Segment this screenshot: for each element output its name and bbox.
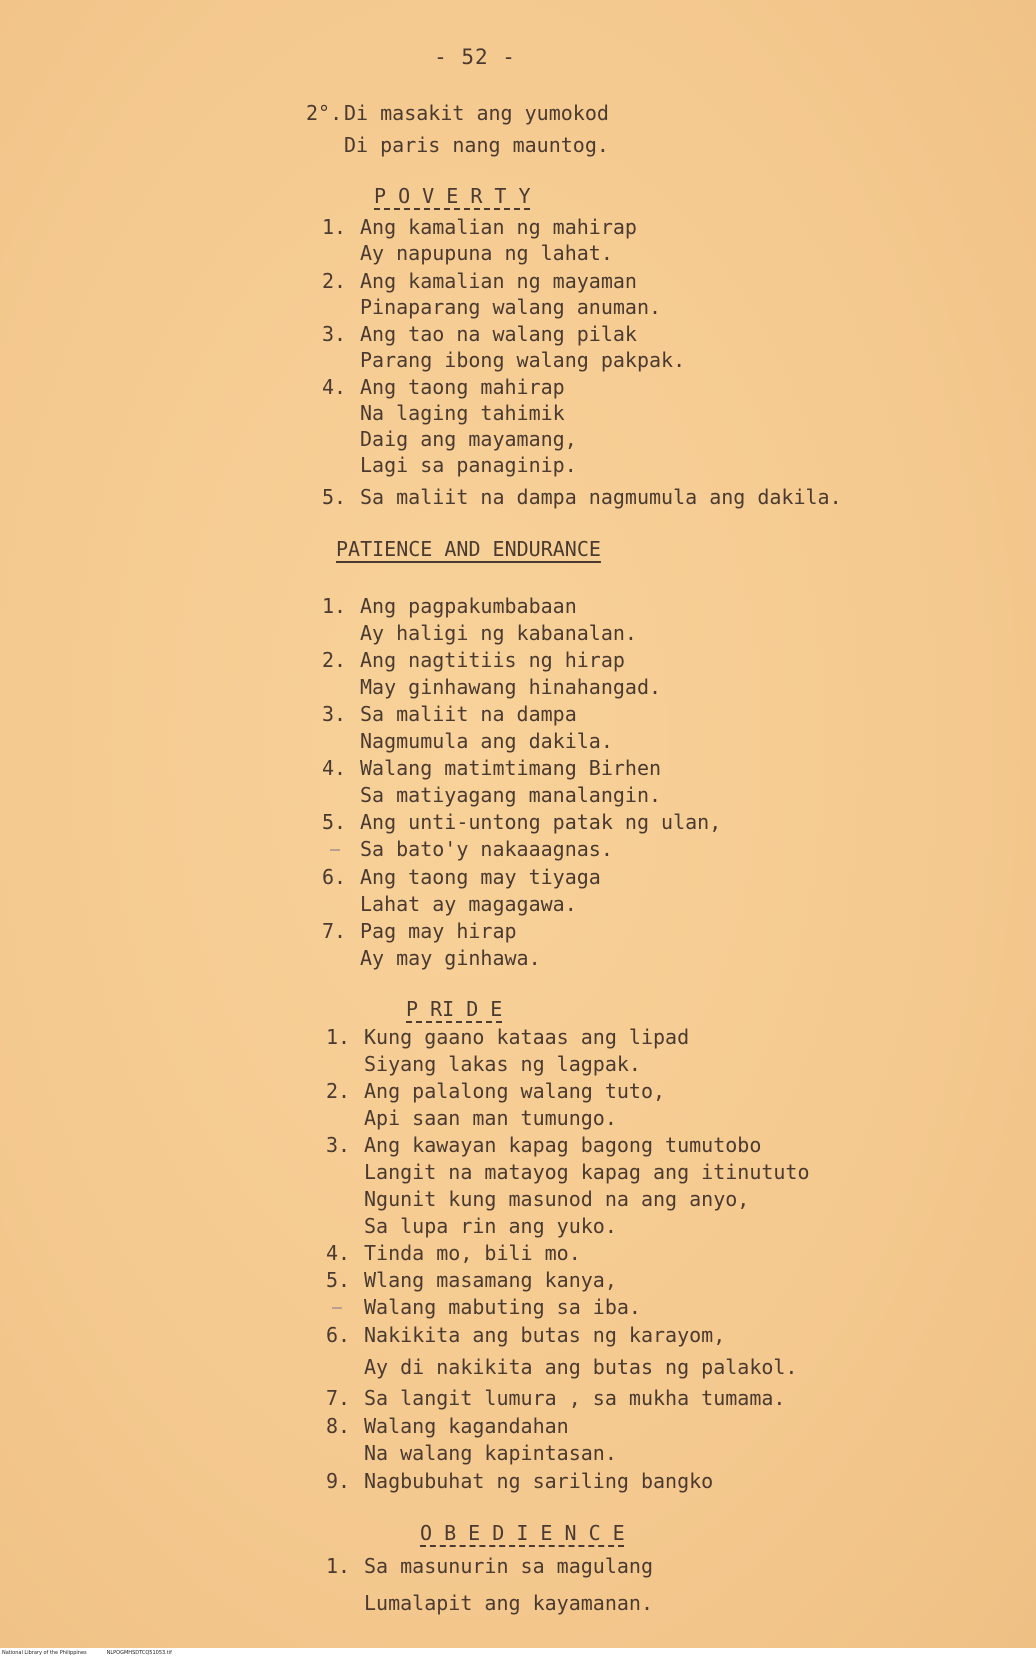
list-item-line: May ginhawang hinahangad. (360, 675, 662, 699)
list-item: 1. Ang pagpakumbabaan (322, 594, 577, 618)
margin-mark (330, 849, 340, 851)
section-title-poverty: P O V E R T Y (374, 184, 531, 208)
list-item-line: Lahat ay magagawa. (360, 892, 577, 916)
list-item: 2. Ang palalong walang tuto, (326, 1079, 666, 1103)
list-item-line: Ngunit kung masunod na ang anyo, (364, 1187, 750, 1211)
list-item: 1. Ang kamalian ng mahirap (322, 215, 637, 239)
list-item-line: Api saan man tumungo. (364, 1106, 617, 1130)
list-item: 1. Kung gaano kataas ang lipad (326, 1025, 690, 1049)
list-item: 6. Nakikita ang butas ng karayom, (326, 1323, 726, 1347)
list-item: 1. Sa masunurin sa magulang (326, 1554, 653, 1578)
list-item-line: Pinaparang walang anuman. (360, 295, 662, 319)
list-item-line: Sa lupa rin ang yuko. (364, 1214, 617, 1238)
list-item-line: Sa bato'y nakaaagnas. (360, 837, 613, 861)
intro-line-2: Di paris nang mauntog. (344, 133, 609, 157)
list-item-line: Sa matiyagang manalangin. (360, 783, 662, 807)
list-item: 9. Nagbubuhat ng sariling bangko (326, 1469, 714, 1493)
list-item-line: Parang ibong walang pakpak. (360, 348, 686, 372)
list-item: 6. Ang taong may tiyaga (322, 865, 601, 889)
list-item-line: Siyang lakas ng lagpak. (364, 1052, 641, 1076)
list-item-line: Ay may ginhawa. (360, 946, 541, 970)
list-item: 2. Ang nagtitiis ng hirap (322, 648, 625, 672)
page-number: - 52 - (434, 45, 516, 69)
list-item-line: Ay haligi ng kabanalan. (360, 621, 637, 645)
section-title-obedience: O B E D I E N C E (420, 1521, 625, 1545)
list-item: 7. Pag may hirap (322, 919, 517, 943)
list-item: 3. Sa maliit na dampa (322, 702, 577, 726)
list-item: 7. Sa langit lumura , sa mukha tumama. (326, 1386, 786, 1410)
footer-filename: NLPOGMHSDTCQ51053.tif (106, 1650, 172, 1656)
list-item: 5. Wlang masamang kanya, (326, 1268, 617, 1292)
list-item: 3. Ang tao na walang pilak (322, 322, 637, 346)
list-item-line: Ay napupuna ng lahat. (360, 241, 613, 265)
list-item-line: Walang mabuting sa iba. (364, 1295, 641, 1319)
list-item-line: Lumalapit ang kayamanan. (364, 1591, 653, 1615)
list-item-line: Na laging tahimik (360, 401, 565, 425)
list-item: 5. Ang unti-untong patak ng ulan, (322, 810, 722, 834)
intro-number: 2°. (306, 101, 343, 125)
list-item: 4. Tinda mo, bili mo. (326, 1241, 581, 1265)
list-item-line: Nagmumula ang dakila. (360, 729, 613, 753)
list-item-line: Daig ang mayamang, (360, 427, 577, 451)
list-item: 4. Ang taong mahirap (322, 375, 565, 399)
scan-footer (0, 1648, 1036, 1658)
list-item: 3. Ang kawayan kapag bagong tumutobo (326, 1133, 762, 1157)
list-item: 8. Walang kagandahan (326, 1414, 569, 1438)
margin-mark (332, 1307, 342, 1309)
list-item-line: Langit na matayog kapag ang itinututo (364, 1160, 810, 1184)
list-item-line: Na walang kapintasan. (364, 1441, 617, 1465)
list-item: 5. Sa maliit na dampa nagmumula ang dakila. (322, 485, 842, 509)
intro-line-1: 2°.Di masakit ang yumokod (306, 101, 609, 125)
list-item: 4. Walang matimtimang Birhen (322, 756, 662, 780)
list-item-line: Ay di nakikita ang butas ng palakol. (364, 1355, 798, 1379)
section-title-patience: PATIENCE AND ENDURANCE (336, 537, 601, 561)
footer-source: National Library of the Philippines (2, 1650, 87, 1656)
list-item: 2. Ang kamalian ng mayaman (322, 269, 637, 293)
list-item-line: Lagi sa panaginip. (360, 453, 577, 477)
section-title-pride: P RI D E (406, 997, 503, 1021)
